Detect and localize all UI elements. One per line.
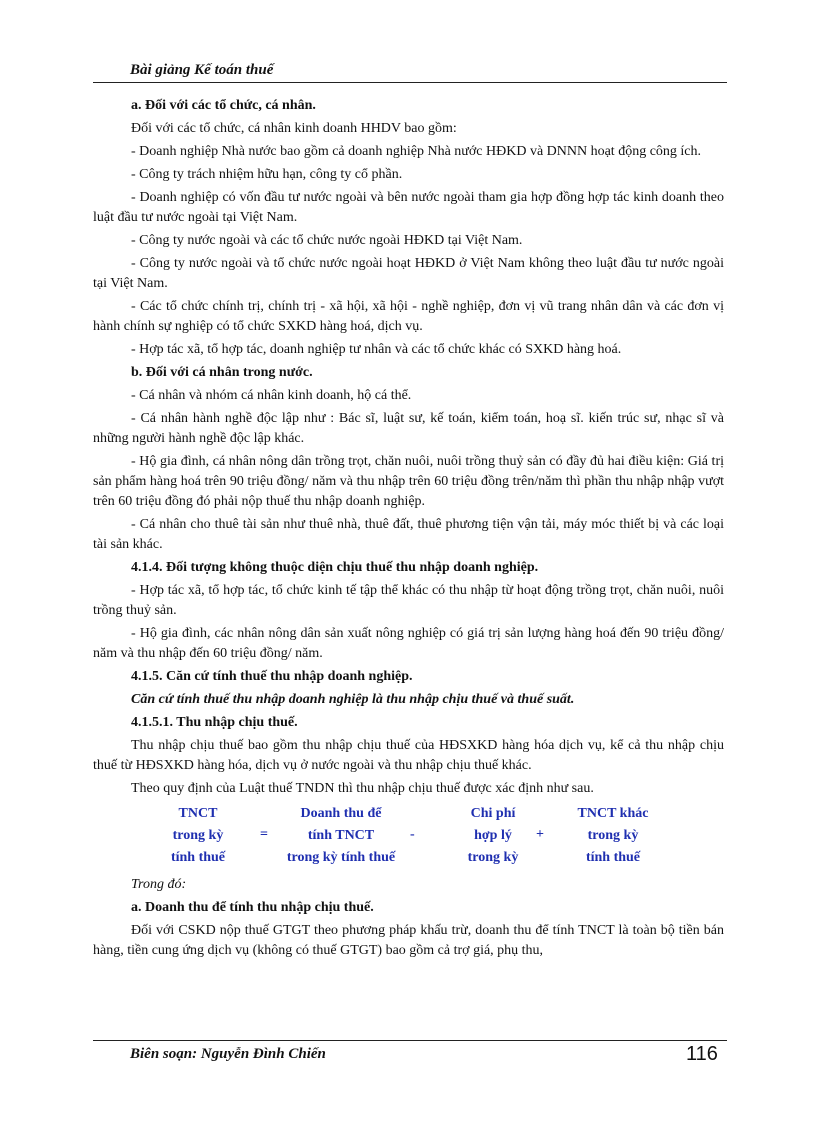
paragraph: - Công ty nước ngoài và các tổ chức nước ngoài HĐKD tại Việt Nam. xyxy=(131,233,523,248)
formula-text: tính thuế xyxy=(170,850,226,865)
section-heading: 4.1.5. Căn cứ tính thuế thu nhập doanh nghiệp. xyxy=(131,669,413,684)
formula-text: trong kỳ xyxy=(172,828,224,843)
formula-text: trong kỳ xyxy=(467,850,519,865)
paragraph: Theo quy định của Luật thuế TNDN thì thu nhập chịu thuế được xác định như sau. xyxy=(131,781,594,796)
formula-term-expenses xyxy=(443,803,543,869)
paragraph: - Hộ gia đình, cá nhân nông dân trồng trọt, chăn nuôi, nuôi trồng thuỷ sản có đầy đủ hai điều kiện: Giá trị sản phẩm hàng hoá trên 90 triệu đồng/ năm và thu nhập trên 60 triệu đồng trên/năm thì phần thu nhập nhập vượt trên 60 triệu đồng đó phải nộp thuế thu nhập doanh nghiệp. xyxy=(93,454,724,509)
section-heading: a. Doanh thu để tính thu nhập chịu thuế. xyxy=(131,900,374,915)
header-divider xyxy=(93,82,727,83)
body-text-after-formula xyxy=(93,875,724,961)
paragraph: - Công ty trách nhiệm hữu hạn, công ty cổ phần. xyxy=(131,167,403,182)
formula-text: TNCT xyxy=(178,806,218,821)
paragraph: - Hộ gia đình, các nhân nông dân sản xuất nông nghiệp có giá trị sản lượng hàng hoá đến 90 triệu đồng/ năm và thu nhập đến 60 triệu đồng/ năm. xyxy=(93,626,724,661)
formula-text: Chi phí xyxy=(470,806,516,821)
paragraph: - Cá nhân cho thuê tài sản như thuê nhà, thuê đất, thuê phương tiện vận tải, máy móc thiết bị và các loại tài sản khác. xyxy=(93,517,724,552)
formula-text: trong kỳ tính thuế xyxy=(286,850,396,865)
formula-term-tnct xyxy=(143,803,253,869)
taxable-income-formula xyxy=(93,803,724,871)
formula-text: tính TNCT xyxy=(307,828,375,843)
section-heading: 4.1.4. Đối tượng không thuộc diện chịu thuế thu nhập doanh nghiệp. xyxy=(131,560,539,575)
paragraph: - Công ty nước ngoài và tổ chức nước ngoài hoạt HĐKD ở Việt Nam không theo luật đầu tư nước ngoài tại Việt Nam. xyxy=(93,256,724,291)
body-text-before-formula xyxy=(93,96,724,799)
paragraph: - Các tổ chức chính trị, chính trị - xã hội, xã hội - nghề nghiệp, đơn vị vũ trang nhân dân và các đơn vị hành chính sự nghiệp có tổ chức SXKD hàng hoá, dịch vụ. xyxy=(93,299,724,334)
formula-term-other-income xyxy=(558,803,668,869)
formula-plus: + xyxy=(536,827,544,842)
formula-text: hợp lý xyxy=(474,828,512,843)
paragraph: Đối với các tổ chức, cá nhân kinh doanh HHDV bao gồm: xyxy=(131,121,457,136)
formula-minus: - xyxy=(410,827,415,842)
paragraph: - Cá nhân hành nghề độc lập như : Bác sĩ, luật sư, kế toán, kiểm toán, hoạ sĩ. kiến trúc sư, nhạc sĩ và những người hành nghề độc lập khác. xyxy=(93,411,724,446)
formula-equals: = xyxy=(260,827,268,842)
header-title: Bài giảng Kế toán thuế xyxy=(130,62,274,78)
formula-text: trong kỳ xyxy=(587,828,639,843)
paragraph: Thu nhập chịu thuế bao gồm thu nhập chịu thuế của HĐSXKD hàng hóa dịch vụ, kể cả thu nhập chịu thuế từ HĐSXKD hàng hóa, dịch vụ ở nước ngoài và thu nhập chịu thuế khác. xyxy=(93,738,724,773)
page-number: 116 xyxy=(686,1043,718,1065)
formula-text: tính thuế xyxy=(585,850,641,865)
paragraph: - Doanh nghiệp Nhà nước bao gồm cả doanh nghiệp Nhà nước HĐKD và DNNN hoạt động công ích. xyxy=(131,144,702,159)
formula-term-revenue xyxy=(271,803,411,869)
italic-note: Trong đó: xyxy=(131,877,187,892)
paragraph: - Cá nhân và nhóm cá nhân kinh doanh, hộ cá thể. xyxy=(131,388,412,403)
paragraph: - Doanh nghiệp có vốn đầu tư nước ngoài và bên nước ngoài tham gia hợp đồng hợp tác kinh doanh theo luật đầu tư nước ngoài tại Việt Nam. xyxy=(93,190,724,225)
footer-divider xyxy=(93,1040,727,1041)
section-heading: 4.1.5.1. Thu nhập chịu thuế. xyxy=(131,715,298,730)
paragraph: Đối với CSKD nộp thuế GTGT theo phương pháp khấu trừ, doanh thu để tính TNCT là toàn bộ tiền bán hàng, tiền cung ứng dịch vụ (không có thuế GTGT) bao gồm cả trợ giá, phụ thu, xyxy=(93,923,724,958)
formula-text: Doanh thu để xyxy=(300,806,382,821)
section-heading: a. Đối với các tổ chức, cá nhân. xyxy=(131,98,316,113)
page-content xyxy=(93,96,724,964)
footer-author: Biên soạn: Nguyễn Đình Chiến xyxy=(130,1046,326,1062)
paragraph: - Hợp tác xã, tổ hợp tác, tổ chức kinh tế tập thể khác có thu nhập từ hoạt động trồng trọt, chăn nuôi, nuôi trồng thuỷ sản. xyxy=(93,583,724,618)
paragraph: - Hợp tác xã, tổ hợp tác, doanh nghiệp tư nhân và các tổ chức khác có SXKD hàng hoá. xyxy=(131,342,622,357)
formula-text: TNCT khác xyxy=(577,806,649,821)
section-heading: b. Đối với cá nhân trong nước. xyxy=(131,365,313,380)
italic-statement: Căn cứ tính thuế thu nhập doanh nghiệp là thu nhập chịu thuế và thuế suất. xyxy=(131,692,575,707)
